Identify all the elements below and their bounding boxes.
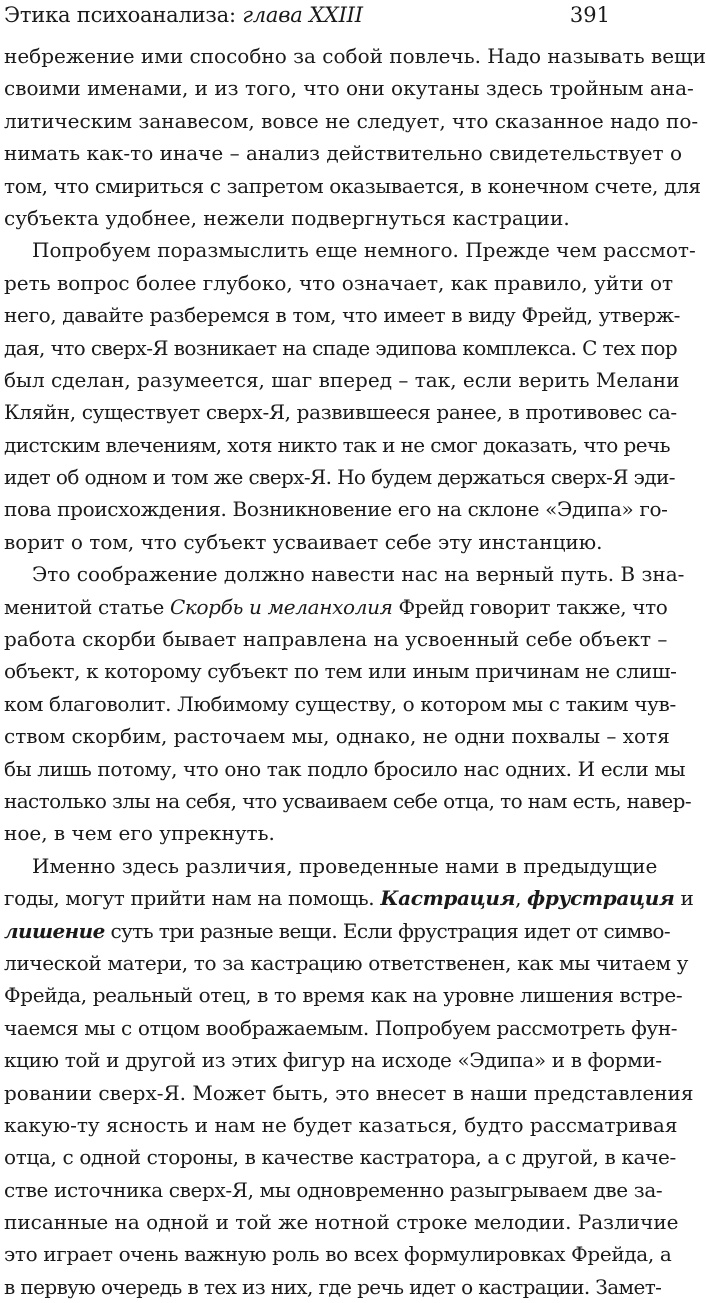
text-line: пова происхождения. Возникновение его на склоне «Эдипа» го- bbox=[4, 497, 668, 522]
paragraph bbox=[0, 558, 691, 850]
text-run: и bbox=[674, 886, 694, 911]
text-line: Именно здесь различия, проведенные нами в предыдущие bbox=[32, 853, 658, 878]
running-header bbox=[0, 0, 620, 40]
text-line: небрежение ими способно за собой повлечь. Надо называть вещи bbox=[4, 44, 706, 68]
paragraph bbox=[0, 850, 694, 1303]
page-body bbox=[0, 40, 706, 1303]
text-line: реть вопрос более глубоко, что означает, как правило, уйти от bbox=[4, 270, 674, 295]
text-run: суть три разные вещи. Если фрустрация идет от симво- bbox=[104, 918, 671, 943]
running-title bbox=[4, 1, 363, 29]
text-line: него, давайте разберемся в том, что имеет в виду Фрейд, утверж- bbox=[4, 303, 681, 328]
term-castration: Кастрация bbox=[380, 886, 516, 911]
term-deprivation: лишение bbox=[4, 918, 105, 943]
text-line: работа скорби бывает направлена на усвоенный себе объект – bbox=[4, 627, 668, 652]
text-line: чаемся мы с отцом воображаемым. Попробуем рассмотреть фун- bbox=[4, 1015, 678, 1040]
paragraph bbox=[0, 40, 706, 234]
text-line: ное, в чем его упрекнуть. bbox=[4, 821, 275, 846]
text-line: писанные на одной и той же нотной строке мелодии. Различие bbox=[4, 1210, 679, 1235]
text-line: нимать как-то иначе – анализ действительно свидетельствует о bbox=[4, 141, 683, 166]
text-line: объект, к которому субъект по тем или иным причинам не слиш- bbox=[4, 659, 677, 684]
term-frustration: фрустрация bbox=[527, 886, 675, 911]
running-title-book: Этика психоанализа: bbox=[4, 3, 243, 27]
text-line: литическим занавесом, вовсе не следует, что сказанное надо по- bbox=[4, 108, 699, 133]
running-title-chapter: глава XXIII bbox=[242, 3, 363, 27]
text-line: ворит о том, что субъект усваивает себе эту инстанцию. bbox=[4, 529, 603, 554]
text-line: Это соображение должно навести нас на верный путь. В зна- bbox=[32, 562, 685, 587]
text-line: настолько злы на себя, что усваиваем себе отца, то нам есть, навер- bbox=[4, 788, 691, 813]
paragraph bbox=[0, 234, 696, 558]
text-line: ровании сверх-Я. Может быть, это внесет в наши представления bbox=[4, 1080, 694, 1105]
text-line: дистским влечениям, хотя никто так и не смог доказать, что речь bbox=[4, 432, 670, 457]
text-line: своими именами, и из того, что они окутаны здесь тройным ана- bbox=[4, 76, 694, 101]
text-line: Кляйн, существует сверх-Я, развившееся ранее, в противовес са- bbox=[4, 400, 677, 425]
text-line: это играет очень важную роль во всех формулировках Фрейда, а bbox=[4, 1242, 672, 1267]
text-line: Фрейда, реальный отец, в то время как на уровне лишения встре- bbox=[4, 983, 683, 1008]
text-line: лической матери, то за кастрацию ответственен, как мы читаем у bbox=[4, 950, 689, 975]
work-title-emphasis: Скорбь и меланхолия bbox=[169, 594, 393, 619]
text-line: был сделан, разумеется, шаг вперед – так, если верить Мелани bbox=[4, 367, 680, 392]
text-line: Попробуем поразмыслить еще немного. Прежде чем рассмот- bbox=[32, 238, 696, 263]
text-line: ком благоволит. Любимому существу, о котором мы с таким чув- bbox=[4, 691, 676, 716]
text-line bbox=[0, 882, 694, 914]
text-run: , bbox=[515, 886, 528, 911]
text-line bbox=[0, 915, 671, 947]
text-run: Фрейд говорит также, что bbox=[392, 594, 668, 619]
text-line: дая, что сверх-Я возникает на спаде эдипова комплекса. С тех пор bbox=[4, 335, 678, 360]
page-number: 391 bbox=[569, 3, 610, 27]
text-line: идет об одном и том же сверх-Я. Но будем держаться сверх-Я эди- bbox=[4, 465, 675, 490]
text-run: годы, могут прийти нам на помощь. bbox=[4, 886, 381, 911]
text-line: бы лишь потому, что оно так подло бросило нас одних. И если мы bbox=[4, 756, 686, 781]
text-line: том, что смириться с запретом оказывается, в конечном счете, для bbox=[4, 173, 701, 198]
text-line: ством скорбим, расточаем мы, однако, не одни похвалы – хотя bbox=[4, 724, 670, 749]
text-line: кцию той и другой из этих фигур на исходе «Эдипа» и в форми- bbox=[4, 1048, 662, 1073]
text-line: в первую очередь в тех из них, где речь идет о кастрации. Замет- bbox=[4, 1274, 662, 1299]
text-run: менитой статье bbox=[4, 594, 170, 619]
text-line: стве источника сверх-Я, мы одновременно разыгрываем две за- bbox=[4, 1177, 663, 1202]
text-line: отца, с одной стороны, в качестве кастратора, а с другой, в каче- bbox=[4, 1145, 676, 1170]
text-line: какую-ту ясность и нам не будет казаться, будто рассматривая bbox=[4, 1112, 678, 1137]
text-line: субъекта удобнее, нежели подвергнуться кастрации. bbox=[4, 205, 570, 230]
text-line bbox=[0, 591, 668, 623]
